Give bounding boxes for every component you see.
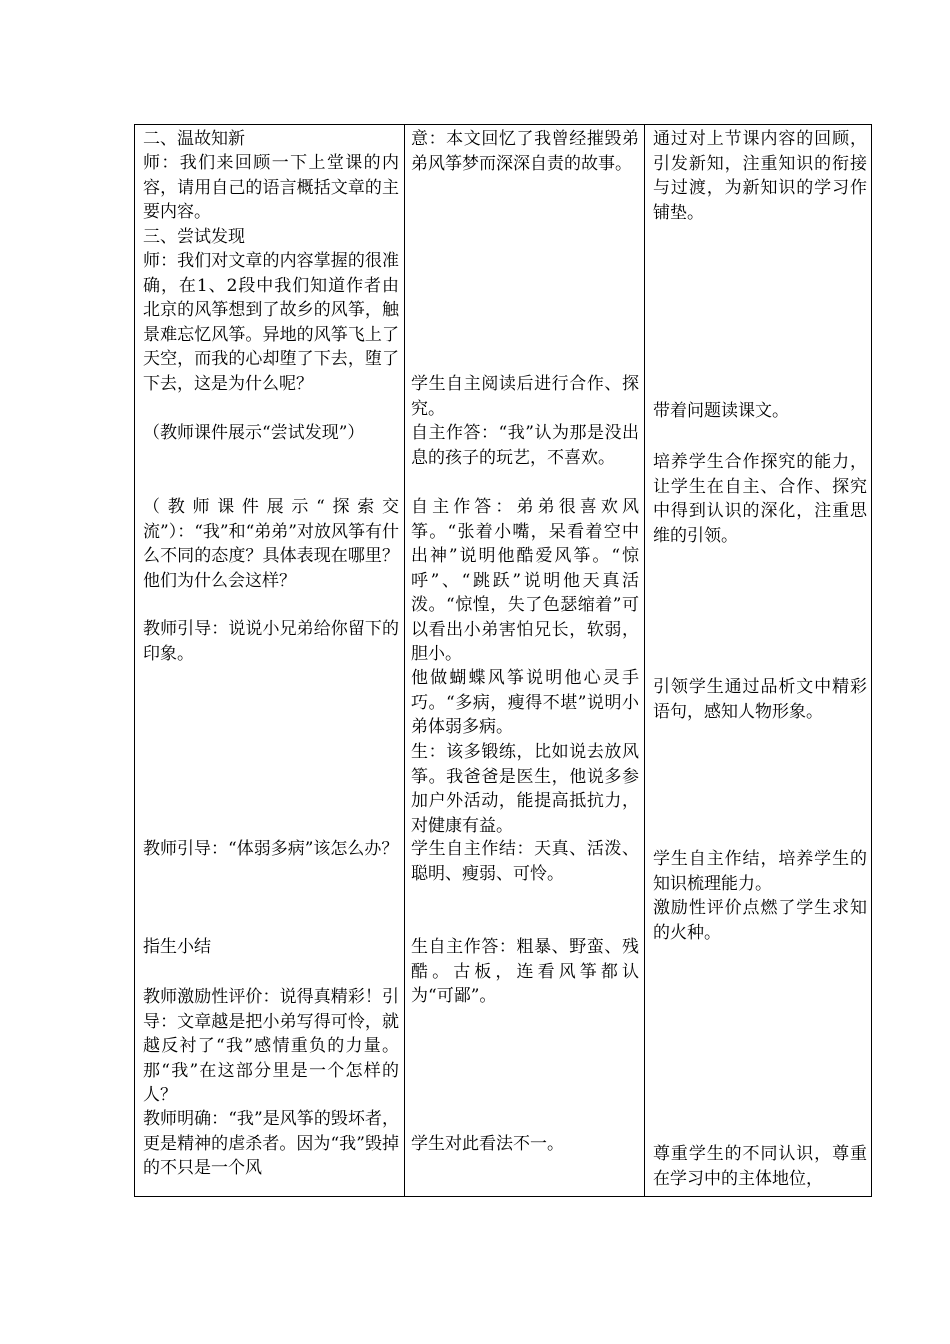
paragraph: 学生自主阅读后进行合作、探究。: [411, 374, 639, 419]
paragraph: 引领学生通过品析文中精彩语句，感知人物形象。: [653, 677, 867, 722]
paragraph: （教师课件展示“探索交流”）：“我”和“弟弟”对放风筝有什么不同的态度？具体表现在哪里？他们为什么会这样？: [143, 497, 399, 591]
paragraph: 教师引导：“体弱多病”该怎么办？: [143, 839, 399, 859]
paragraph: 通过对上节课内容的回顾，引发新知，注重知识的衔接与过渡，为新知识的学习作铺垫。: [653, 129, 867, 223]
lesson-plan-table: [134, 124, 872, 1197]
column-divider: [404, 125, 405, 1196]
paragraph: 教师激励性评价：说得真精彩！引导：文章越是把小弟写得可怜，就越反衬了“我”感情重负的力量。那“我”在这部分里是一个怎样的人？: [143, 987, 399, 1105]
paragraph: 学生自主作结：天真、活泼、聪明、瘦弱、可怜。: [411, 839, 639, 884]
paragraph: 他做蝴蝶风筝说明他心灵手巧。“多病，瘦得不堪”说明小弟体弱多病。: [411, 668, 639, 737]
paragraph: 生自主作答：粗暴、野蛮、残酷。古板，连看风筝都认为“可鄙”。: [411, 937, 639, 1006]
paragraph: （教师课件展示“尝试发现”）: [143, 423, 365, 443]
paragraph: 指生小结: [143, 937, 211, 957]
paragraph: 自主作答：弟弟很喜欢风筝。“张着小嘴，呆看着空中出神”说明他酷爱风筝。“惊呼”、“跳跃”说明他天真活泼。“惊惶，失了色瑟缩着”可以看出小弟害怕兄长，软弱，胆小。: [411, 497, 639, 664]
paragraph: 教师引导：说说小兄弟给你留下的印象。: [143, 619, 399, 664]
paragraph: 自主作答：“我”认为那是没出息的孩子的玩艺，不喜欢。: [411, 423, 639, 468]
paragraph: 学生自主作结，培养学生的知识梳理能力。: [653, 849, 867, 894]
paragraph: 学生对此看法不一。: [411, 1134, 564, 1154]
paragraph: 激励性评价点燃了学生求知的火种。: [653, 898, 867, 943]
paragraph: 意：本文回忆了我曾经摧毁弟弟风筝梦而深深自责的故事。: [411, 129, 639, 174]
paragraph: 师：我们来回顾一下上堂课的内容，请用自己的语言概括文章的主要内容。: [143, 153, 399, 222]
paragraph: 尊重学生的不同认识，尊重在学习中的主体地位，: [653, 1144, 867, 1189]
section-heading: 二、温故知新: [143, 129, 245, 149]
paragraph: 师：我们对文章的内容掌握的很准确，在1、2段中我们知道作者由北京的风筝想到了故乡的风筝，触景难忘忆风筝。异地的风筝飞上了天空，而我的心却堕了下去，堕了下去，这是为什么呢？: [143, 251, 399, 394]
paragraph: 培养学生合作探究的能力，让学生在自主、合作、探究中得到认识的深化，注重思维的引领。: [653, 452, 867, 546]
paragraph: 教师明确：“我”是风筝的毁坏者，更是精神的虐杀者。因为“我”毁掉的不只是一个风: [143, 1109, 399, 1178]
column-divider: [644, 125, 645, 1196]
section-heading: 三、尝试发现: [143, 227, 245, 247]
paragraph: 带着问题读课文。: [653, 401, 789, 421]
paragraph: 生：该多锻练，比如说去放风筝。我爸爸是医生，他说多参加户外活动，能提高抵抗力，对健康有益。: [411, 742, 639, 836]
